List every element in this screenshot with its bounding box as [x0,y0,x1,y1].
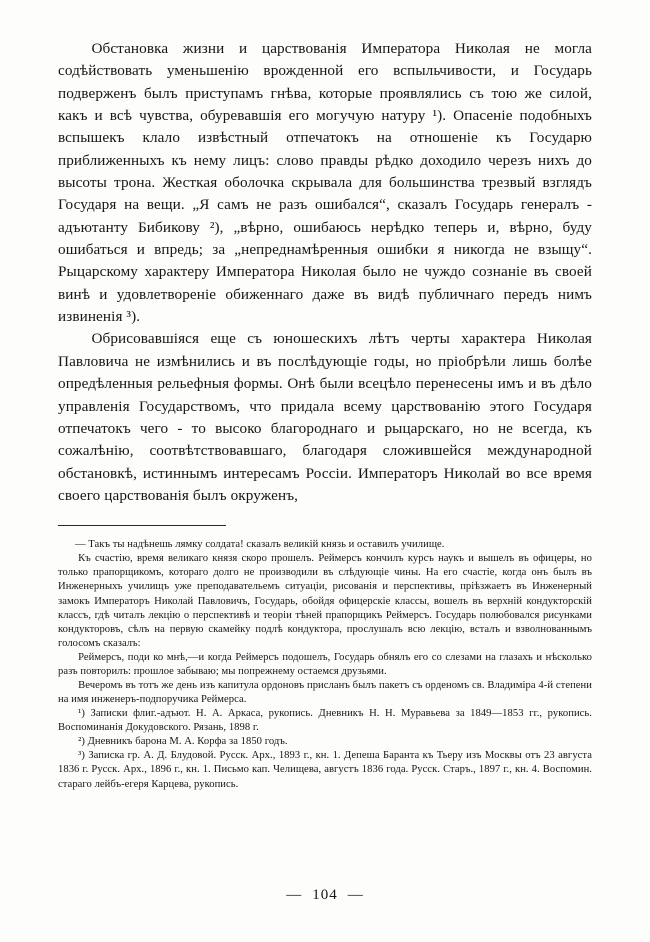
footnote-ref-3: ³) Записка гр. А. Д. Блудовой. Русск. Арх., 1893 г., кн. 1. Депеша Баранта къ Тьеру изъ Москвы отъ 23 августа 1836 г. Русск. Арх., 1896 г., кн. 1. Письмо кап. Челищева, августъ 1836 года. Русск. Старъ., 1897 г., кн. 4. Воспомин. стараго лейбъ-егеря Карцева, рукопись. [58,750,592,790]
page-number: 104 [312,887,338,903]
footnote-line-4: Вечеромъ въ тотъ же день изъ капитула ордоновъ присланъ былъ пакетъ съ орденомъ св. Владиміра 4-й степени на имя инженеръ-подпоручика Реймерса. [58,680,592,706]
footnote-separator-rule [58,525,226,526]
paragraph-1: Обстановка жизни и царствованія Императора Николая не могла содѣйствовать уменьшенію врожденной его вспыльчивости, и Государь подверженъ былъ приступамъ гнѣва, которые проявлялись съ тою же силой, какъ и всѣ чувства, обуревавшія его могучую натуру ¹). Опасеніе подобныхъ вспышекъ клало извѣстный отпечатокъ на отношеніе къ Государю приближенныхъ къ нему лицъ: слово правды рѣдко доходило черезъ нихъ до высоты трона. Жесткая оболочка скрывала для большинства трезвый взглядъ Государя на вещи. „Я самъ не разъ ошибался“, сказалъ Государь генералъ - адъютанту Бибикову ²), „вѣрно, ошибаюсь нерѣдко теперь и, вѣрно, буду ошибаться и впредь; за „непреднамѣренныя ошибки я никогда не взыщу“. Рыцарскому характеру Императора Николая было не чуждо сознаніе въ своей винѣ и удовлетвореніе обиженнаго даже въ видѣ публичнаго передъ нимъ извиненія ³). [58,40,592,326]
footnote-ref-1: ¹) Записки флиг.-адъют. Н. А. Аркаса, рукопись. Дневникъ Н. Н. Муравьева за 1849—1853 гг., рукопись. Воспоминанія Докудовского. Рязань, 1898 г. [58,708,592,734]
footnotes-block [58,538,592,791]
footnote-line-2: Къ счастію, время великаго князя скоро прошелъ. Реймерсъ кончилъ курсъ наукъ и вышелъ въ офицеры, но только прапорщикомъ, котораго долго не производили въ слѣдующіе чины. На его счастіе, когда онъ былъ въ Инженерныхъ училищъ уже преподавательемъ ситуаціи, рисованія и перспективы, пріѣзжаетъ въ Инженерный замокъ Императоръ Николай Павловичъ, Государь, обойдя офицерскіе классы, вошелъ въ верхній кондукторскій классъ, гдѣ читалъ лекцію о перспективѣ и теоріи тѣней прапорщикъ Реймерсъ. Государь полюбовался рисунками кондукторовъ, сѣлъ на первую скамейку подлѣ кондуктора, прослушалъ всю лекцію, всталъ и взволнованнымъ голосомъ сказалъ: [58,553,592,649]
page-number-prefix: — [286,887,303,903]
footnote-line-1: — Такъ ты надѣнешь лямку солдата! сказалъ великій князь и оставилъ училище. [74,539,445,551]
main-body [58,38,592,507]
page-footer [0,887,650,904]
footnote-line-3: Реймерсъ, поди ко мнѣ,—и когда Реймерсъ подошелъ, Государь обнялъ его со слезами на глазахъ и нѣсколько разъ повторилъ: прошлое забываю; мы попрежнему остаемся друзьями. [58,651,592,677]
page-number-suffix: — [347,887,364,903]
paragraph-2: Обрисовавшіяся еще съ юношескихъ лѣтъ черты характера Николая Павловича не измѣнились и въ послѣдующіе годы, но пріобрѣли лишь болѣе опредѣленныя рельефныя формы. Онѣ были всецѣло перенесены имъ и въ дѣло управленія Государствомъ, что придала всему царствованію этого Государя отпечатокъ чего - то высоко благороднаго и рыцарскаго, но не всегда, къ сожалѣнію, соотвѣтствовавшаго, благодаря сложившейся международной обстановкѣ, истиннымъ интересамъ Россіи. Императоръ Николай во все время своего царствованія былъ окруженъ, [58,330,592,504]
footnote-ref-2: ²) Дневникъ барона М. А. Корфа за 1850 годъ. [78,736,288,748]
